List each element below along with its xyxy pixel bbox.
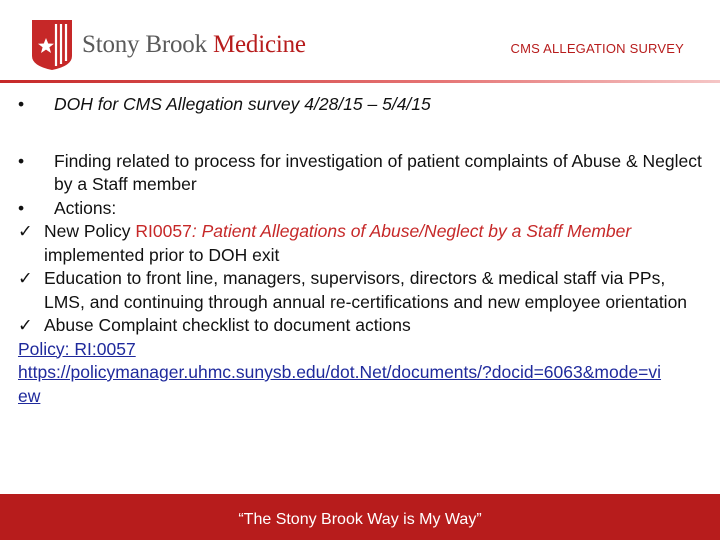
- policy-colon: :: [191, 221, 202, 241]
- bullet-item: [18, 93, 708, 117]
- slide-footer: [0, 494, 720, 540]
- slide-body: [18, 93, 708, 408]
- slide-title: CMS ALLEGATION SURVEY: [510, 41, 684, 56]
- policy-link[interactable]: Policy: RI:0057: [18, 338, 136, 359]
- check-new-policy: [44, 220, 708, 267]
- bullet-marker: •: [18, 94, 25, 114]
- policy-url-link[interactable]: https://policymanager.uhmc.sunysb.edu/dot.Net/documents/?docid=6063&mode=view: [18, 362, 662, 406]
- bullet-item: [18, 150, 708, 197]
- check-education: Education to front line, managers, supervisors, directors & medical staff via PPs, LMS, and continuing through annual re-certifications and new employee orientation: [44, 268, 688, 312]
- slide-header: [0, 0, 720, 80]
- logo-brand-second: Medicine: [212, 31, 306, 58]
- checkmark-icon: ✓: [18, 315, 33, 335]
- bullet-marker: •: [18, 197, 25, 218]
- checkmark-icon: ✓: [18, 221, 33, 241]
- check-checklist: Abuse Complaint checklist to document actions: [44, 315, 411, 335]
- star-seal-icon: [32, 20, 78, 70]
- bullet-actions: Actions:: [54, 197, 117, 218]
- check-item: [18, 267, 708, 314]
- policy-suffix: implemented prior to DOH exit: [44, 244, 280, 265]
- policy-prefix: New Policy: [44, 221, 136, 241]
- logo-brand-first: Stony Brook: [82, 31, 207, 58]
- bullet-item: [18, 197, 708, 221]
- stony-brook-medicine-logo: [32, 20, 306, 70]
- policy-title: Patient Allegations of Abuse/Neglect by a Staff Member: [201, 221, 632, 241]
- footer-tagline: “The Stony Brook Way is My Way”: [238, 511, 482, 528]
- check-item: [18, 220, 708, 267]
- logo-wordmark: [82, 31, 306, 59]
- check-item: [18, 314, 708, 338]
- bullet-marker: •: [18, 150, 25, 171]
- bullet-survey-dates: DOH for CMS Allegation survey 4/28/15 – 5/4/15: [54, 94, 431, 114]
- policy-id: RI0057: [135, 221, 192, 241]
- header-divider: [0, 80, 720, 83]
- bullet-finding: Finding related to process for investigation of patient complaints of Abuse & Neglect by a Staff member: [54, 150, 702, 194]
- checkmark-icon: ✓: [18, 268, 33, 288]
